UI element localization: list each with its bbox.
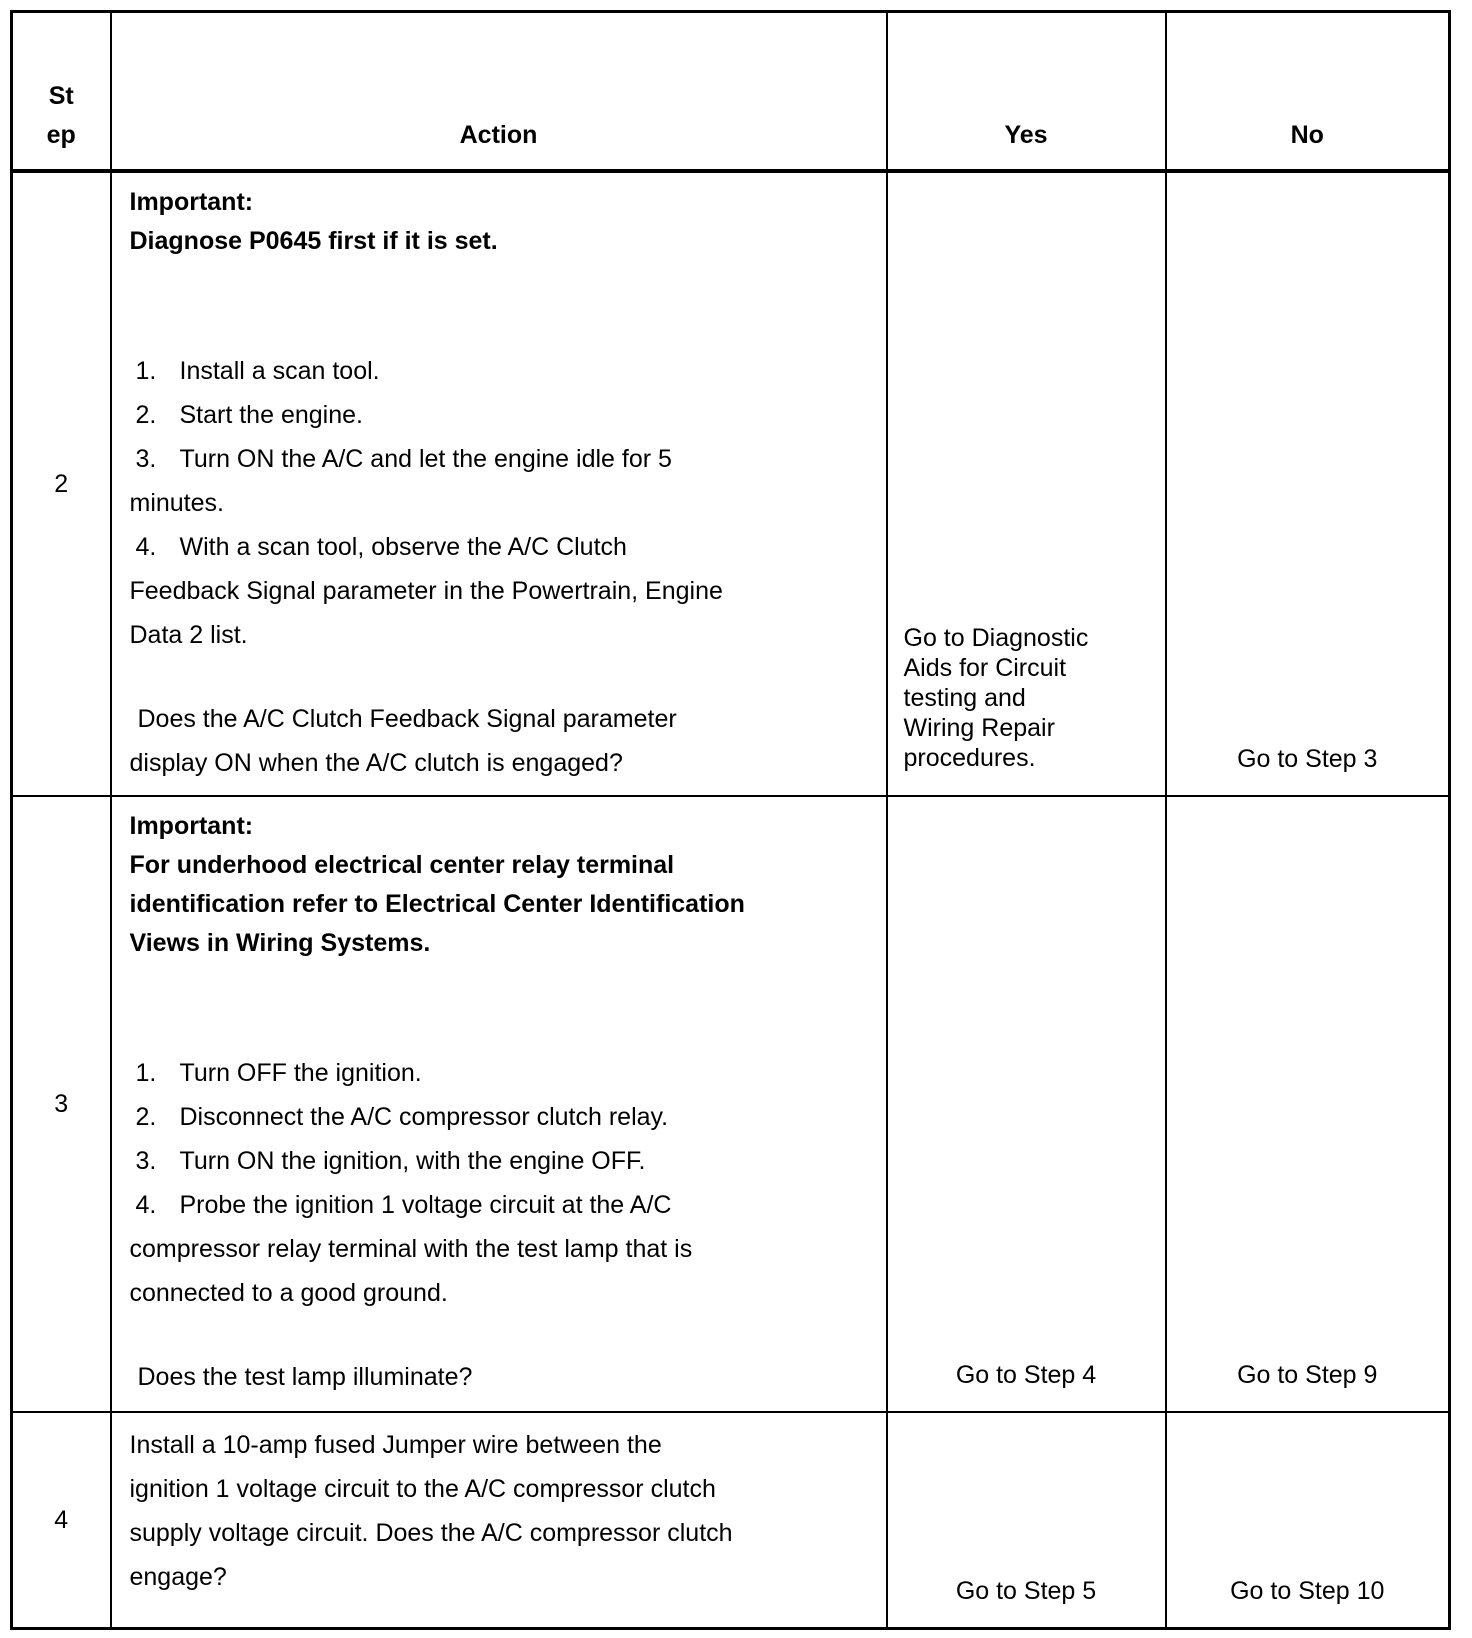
- list-item: [130, 1183, 870, 1227]
- list-item: [130, 349, 870, 393]
- spacer: [130, 963, 870, 1051]
- list-item-text: Turn ON the A/C and let the engine idle for 5: [179, 445, 672, 473]
- header-step: [12, 12, 111, 172]
- action-cell: [111, 796, 887, 1412]
- no-result: Go to Step 10: [1166, 1412, 1450, 1629]
- list-item-text: Disconnect the A/C compressor clutch relay.: [179, 1103, 669, 1131]
- step-number: 4: [12, 1412, 111, 1629]
- action-cell: [111, 1412, 887, 1629]
- step-number: 3: [12, 796, 111, 1412]
- list-item-text: Start the engine.: [179, 401, 363, 429]
- yes-result: [888, 623, 1165, 781]
- list-item: [130, 1139, 870, 1183]
- list-item: [130, 437, 870, 481]
- diagnostic-question: [130, 697, 870, 785]
- important-note: [130, 183, 870, 261]
- action-line: engage?: [129, 1563, 227, 1591]
- question-line: display ON when the A/C clutch is engaged?: [129, 749, 623, 777]
- table-row-step-2: [12, 171, 1450, 796]
- no-result: Go to Step 3: [1166, 171, 1450, 796]
- yes-result-line: Wiring Repair: [903, 714, 1055, 742]
- important-text: Diagnose P0645 first if it is set.: [129, 227, 498, 255]
- list-item-continuation: connected to a good ground.: [129, 1279, 448, 1307]
- question-line: Does the test lamp illuminate?: [137, 1363, 473, 1391]
- spacer: [130, 261, 870, 349]
- list-item-text: Turn ON the ignition, with the engine OFF.: [179, 1147, 646, 1175]
- header-action: Action: [111, 12, 887, 172]
- no-result: Go to Step 9: [1166, 796, 1450, 1412]
- list-item-number: 3.: [135, 1147, 157, 1175]
- question-line: Does the A/C Clutch Feedback Signal parameter: [137, 705, 677, 733]
- diagnostic-question: [130, 1355, 870, 1399]
- list-item: [130, 393, 870, 437]
- list-item-number: 1.: [135, 1059, 157, 1087]
- action-line: ignition 1 voltage circuit to the A/C compressor clutch: [129, 1475, 716, 1503]
- table-header: [12, 12, 1450, 172]
- list-item-continuation: Data 2 list.: [129, 621, 248, 649]
- important-text-line: identification refer to Electrical Center Identification: [129, 890, 745, 918]
- header-step-line2: ep: [46, 121, 76, 149]
- list-item-continuation: minutes.: [129, 489, 224, 517]
- yes-result-line: procedures.: [903, 744, 1036, 772]
- list-item-continuation: Feedback Signal parameter in the Powertrain, Engine: [129, 577, 723, 605]
- list-item-number: 2.: [135, 1103, 157, 1131]
- list-item-number: 4.: [135, 533, 157, 561]
- yes-result-line: Aids for Circuit: [903, 654, 1067, 682]
- list-item-text: Turn OFF the ignition.: [179, 1059, 422, 1087]
- important-label: Important:: [129, 812, 254, 840]
- important-note: [130, 807, 870, 963]
- action-line: supply voltage circuit. Does the A/C compressor clutch: [129, 1519, 733, 1547]
- list-item-text: With a scan tool, observe the A/C Clutch: [179, 533, 627, 561]
- list-item-text: Probe the ignition 1 voltage circuit at the A/C: [179, 1191, 672, 1219]
- yes-result-line: testing and: [903, 684, 1026, 712]
- list-item: [130, 1095, 870, 1139]
- list-item: [130, 525, 870, 569]
- action-cell: [111, 171, 887, 796]
- list-item-number: 3.: [135, 445, 157, 473]
- header-yes: Yes: [887, 12, 1166, 172]
- procedure-list: [130, 1051, 870, 1315]
- list-item-number: 4.: [135, 1191, 157, 1219]
- important-label: Important:: [129, 188, 254, 216]
- action-line: Install a 10-amp fused Jumper wire between the: [129, 1431, 662, 1459]
- step-number: 2: [12, 171, 111, 796]
- important-text-line: Views in Wiring Systems.: [129, 929, 431, 957]
- table-row-step-4: [12, 1412, 1450, 1629]
- yes-result-line: Go to Diagnostic: [903, 624, 1089, 652]
- yes-result: Go to Step 5: [887, 1412, 1166, 1629]
- list-item-number: 1.: [135, 357, 157, 385]
- important-text-line: For underhood electrical center relay terminal: [129, 851, 675, 879]
- procedure-list: [130, 349, 870, 657]
- header-row: [12, 12, 1450, 172]
- list-item-continuation: compressor relay terminal with the test lamp that is: [129, 1235, 693, 1263]
- header-no: No: [1166, 12, 1450, 172]
- yes-cell: [887, 171, 1166, 796]
- yes-result: Go to Step 4: [887, 796, 1166, 1412]
- list-item-number: 2.: [135, 401, 157, 429]
- table-row-step-3: [12, 796, 1450, 1412]
- header-step-line1: St: [48, 82, 74, 110]
- list-item-text: Install a scan tool.: [179, 357, 380, 385]
- list-item: [130, 1051, 870, 1095]
- diagnostic-table: [10, 10, 1451, 1630]
